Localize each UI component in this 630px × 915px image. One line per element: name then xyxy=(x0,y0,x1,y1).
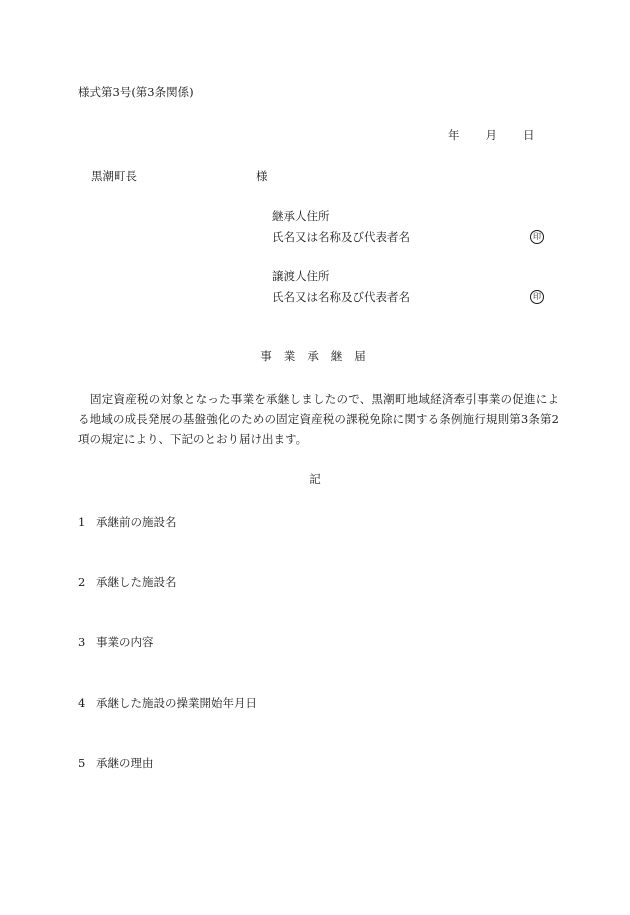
list-item xyxy=(78,755,154,771)
date-day-label: 日 xyxy=(523,128,535,142)
list-item xyxy=(78,695,257,711)
item-label: 承継した施設名 xyxy=(96,575,177,589)
addressee-name: 黒潮町長 xyxy=(91,169,137,183)
successor-name-label: 氏名又は名称及び代表者名 xyxy=(272,230,410,244)
list-item xyxy=(78,634,154,650)
item-label: 承継前の施設名 xyxy=(96,515,177,529)
successor-seal-icon: 印 xyxy=(530,230,544,244)
item-number: 4 xyxy=(78,696,86,710)
item-label: 承継の理由 xyxy=(96,756,154,770)
transferor-name-label: 氏名又は名称及び代表者名 xyxy=(272,290,410,304)
transferor-address-label: 譲渡人住所 xyxy=(272,269,330,283)
ki-heading: 記 xyxy=(309,472,321,486)
item-label: 承継した施設の操業開始年月日 xyxy=(96,696,257,710)
date-year-label: 年 xyxy=(448,128,460,142)
document-title: 事業承継届 xyxy=(260,349,378,363)
transferor-seal-icon: 印 xyxy=(530,290,544,304)
item-number: 2 xyxy=(78,575,86,589)
date-row xyxy=(448,127,535,143)
item-number: 3 xyxy=(78,635,86,649)
addressee-honorific: 様 xyxy=(256,169,268,183)
date-month-label: 月 xyxy=(485,128,497,142)
list-item xyxy=(78,514,177,530)
item-label: 事業の内容 xyxy=(96,635,154,649)
list-item xyxy=(78,574,177,590)
successor-address-label: 継承人住所 xyxy=(272,209,330,223)
form-number: 様式第3号(第3条関係) xyxy=(78,85,194,99)
item-number: 5 xyxy=(78,756,86,770)
item-number: 1 xyxy=(78,515,86,529)
body-paragraph: 固定資産税の対象となった事業を承継しましたので、黒潮町地域経済牽引事業の促進による地域の成長発展の基盤強化のための固定資産税の課税免除に関する条例施行規則第3条第2項の規定により、下記のとおり届け出ます。 xyxy=(78,392,559,446)
